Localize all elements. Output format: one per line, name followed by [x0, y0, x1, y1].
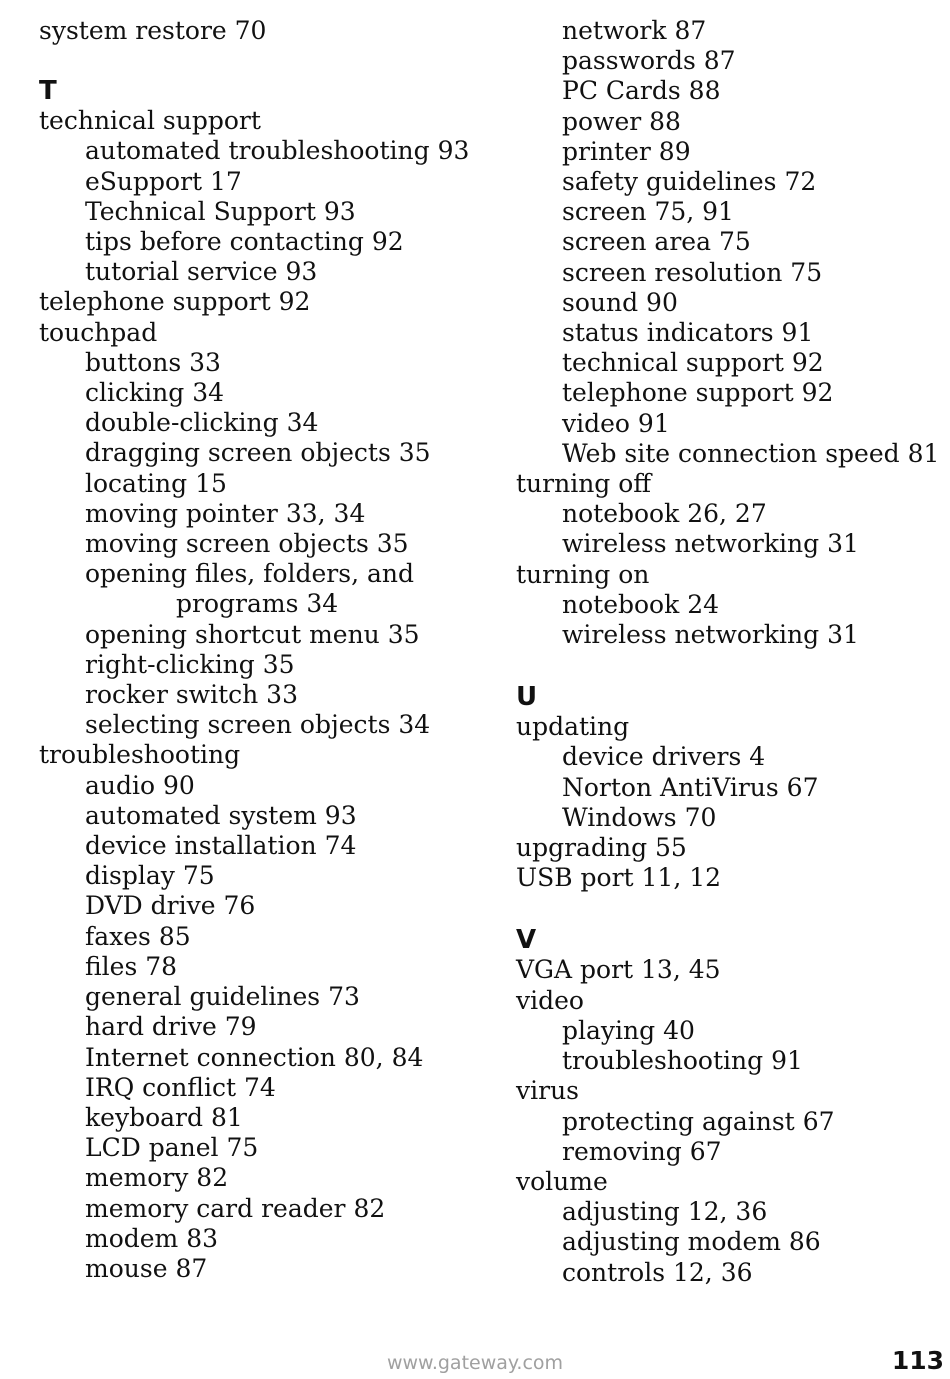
- index-term: modem: [85, 1223, 179, 1253]
- index-subentry: [516, 167, 946, 197]
- index-subentry: [39, 650, 479, 680]
- index-page-ref: 31: [827, 529, 859, 559]
- index-entry: [39, 16, 479, 46]
- index-term: screen: [562, 197, 647, 227]
- index-page-ref: 72: [784, 167, 817, 197]
- index-subentry: [516, 439, 946, 469]
- index-page-ref: 34: [306, 589, 339, 619]
- index-entry: [516, 1076, 946, 1106]
- index-page-ref: 34: [398, 710, 431, 740]
- index-subentry: [39, 771, 479, 801]
- index-term: safety guidelines: [562, 167, 777, 197]
- index-subentry: [516, 1197, 946, 1227]
- index-term: automated troubleshooting: [85, 136, 430, 166]
- index-subentry: [39, 952, 479, 982]
- index-page-ref: 93: [437, 136, 470, 166]
- index-page-ref: 82: [353, 1193, 386, 1223]
- index-page-ref: 33, 34: [285, 498, 366, 528]
- index-page-ref: 4: [749, 742, 766, 772]
- index-page-ref: 67: [802, 1106, 835, 1136]
- index-page-ref: 87: [674, 16, 707, 45]
- index-subentry: [39, 1224, 479, 1254]
- index-page-ref: 76: [223, 891, 256, 921]
- index-page-ref: 15: [195, 468, 227, 498]
- index-subentry: [39, 589, 479, 619]
- index-term: device installation: [85, 831, 317, 861]
- index-term: files: [85, 951, 138, 981]
- index-page-ref: 34: [286, 408, 319, 438]
- index-subentry: [39, 438, 479, 468]
- index-subentry: [516, 529, 946, 559]
- index-term: adjusting modem: [562, 1227, 781, 1257]
- index-term: rocker switch: [85, 680, 259, 710]
- index-subentry: [516, 409, 946, 439]
- index-subentry: [39, 710, 479, 740]
- index-term: volume: [516, 1166, 608, 1196]
- index-page-ref: 92: [278, 287, 311, 317]
- index-term: Internet connection: [85, 1042, 336, 1072]
- index-subentry: [39, 680, 479, 710]
- index-term: VGA port: [516, 955, 634, 985]
- index-subentry: [39, 831, 479, 861]
- index-entry: [516, 469, 946, 499]
- index-term: moving pointer: [85, 498, 278, 528]
- index-subentry: [516, 1258, 946, 1288]
- index-page-ref: 90: [646, 287, 678, 317]
- index-subentry: [516, 348, 946, 378]
- index-subentry: [516, 742, 946, 772]
- index-page-ref: 17: [210, 166, 242, 196]
- index-term: power: [562, 106, 642, 136]
- index-page-ref: 91: [781, 318, 814, 348]
- index-page-ref: 35: [376, 529, 409, 559]
- index-page-ref: 70: [234, 16, 267, 45]
- index-subentry: [39, 378, 479, 408]
- index-page-ref: 12, 36: [687, 1197, 768, 1227]
- index-term: keyboard: [85, 1102, 203, 1132]
- index-subentry: [516, 46, 946, 76]
- index-term: display: [85, 861, 175, 891]
- index-subentry: [516, 1046, 946, 1076]
- index-subentry: [39, 1133, 479, 1163]
- index-page-ref: 90: [163, 770, 195, 800]
- index-term: Technical Support: [85, 196, 316, 226]
- index-term: troubleshooting: [562, 1046, 764, 1076]
- index-term: printer: [562, 136, 651, 166]
- index-term: right-clicking: [85, 649, 255, 679]
- index-term: system restore: [39, 16, 227, 45]
- index-page-ref: 87: [703, 46, 736, 76]
- index-subentry: [516, 1137, 946, 1167]
- index-subentry: [516, 288, 946, 318]
- index-page-ref: 74: [243, 1072, 276, 1102]
- index-subentry: [516, 137, 946, 167]
- index-term: DVD drive: [85, 891, 216, 921]
- index-subentry: [39, 197, 479, 227]
- index-subentry: [39, 891, 479, 921]
- index-term: troubleshooting: [39, 740, 241, 770]
- index-term: video: [516, 985, 584, 1015]
- index-subentry: [39, 620, 479, 650]
- index-page-ref: 81: [907, 438, 940, 468]
- index-term: double-clicking: [85, 408, 279, 438]
- index-term: memory: [85, 1163, 189, 1193]
- index-page-ref: 75: [718, 227, 751, 257]
- index-page-ref: 35: [387, 619, 420, 649]
- index-subentry: [516, 803, 946, 833]
- index-page-ref: 34: [192, 378, 225, 408]
- index-page-ref: 91: [771, 1046, 803, 1076]
- index-term: screen area: [562, 227, 711, 257]
- index-page-ref: 75: [790, 257, 823, 287]
- index-page-ref: 75, 91: [654, 197, 734, 227]
- index-term: audio: [85, 770, 156, 800]
- index-page-ref: 85: [158, 921, 191, 951]
- index-subentry: [39, 922, 479, 952]
- index-term: device drivers: [562, 742, 742, 772]
- index-page-ref: 92: [801, 378, 834, 408]
- index-page-ref: 11, 12: [641, 863, 722, 893]
- index-page-ref: 88: [688, 76, 721, 106]
- index-term: locating: [85, 468, 188, 498]
- index-term: upgrading: [516, 833, 648, 863]
- index-term: LCD panel: [85, 1133, 219, 1163]
- index-page-ref: 67: [689, 1136, 722, 1166]
- index-subentry: [39, 469, 479, 499]
- index-entry: [516, 712, 946, 742]
- index-term: Web site connection speed: [562, 438, 900, 468]
- index-page-ref: 82: [196, 1163, 229, 1193]
- index-subentry: [516, 773, 946, 803]
- index-entry: [39, 287, 479, 317]
- index-term: turning off: [516, 469, 652, 499]
- page-number: 113: [891, 1346, 944, 1375]
- index-page-ref: 40: [663, 1015, 695, 1045]
- index-letter-heading: T: [39, 76, 57, 107]
- index-subentry: [39, 529, 479, 559]
- index-term: updating: [516, 712, 630, 742]
- index-page-ref: 81: [210, 1102, 243, 1132]
- index-entry: [516, 986, 946, 1016]
- index-term: PC Cards: [562, 76, 681, 106]
- index-entry: [516, 955, 946, 985]
- index-term: selecting screen objects: [85, 710, 391, 740]
- index-page-ref: 33: [189, 347, 221, 377]
- index-term: dragging screen objects: [85, 438, 391, 468]
- index-page-ref: 73: [328, 982, 360, 1012]
- index-term: opening files, folders, and: [85, 559, 414, 589]
- index-subentry: [39, 1103, 479, 1133]
- index-term: touchpad: [39, 317, 158, 347]
- index-letter-heading: U: [516, 682, 538, 713]
- index-subentry: [39, 559, 479, 589]
- index-term: passwords: [562, 46, 696, 76]
- index-subentry: [39, 136, 479, 166]
- index-subentry: [39, 861, 479, 891]
- index-term: notebook: [562, 499, 680, 529]
- index-entry: [39, 318, 479, 348]
- index-term: wireless networking: [562, 529, 820, 559]
- index-page-ref: 35: [262, 649, 295, 679]
- index-page-ref: 75: [226, 1133, 259, 1163]
- index-subentry: [39, 227, 479, 257]
- index-letter-heading: V: [516, 925, 537, 956]
- index-term: clicking: [85, 378, 185, 408]
- index-entry: [39, 740, 479, 770]
- index-term: eSupport: [85, 166, 203, 196]
- footer-url: www.gateway.com: [386, 1352, 564, 1374]
- index-page-ref: 80, 84: [343, 1042, 424, 1072]
- index-entry: [39, 106, 479, 136]
- index-subentry: [39, 1254, 479, 1284]
- index-term: memory card reader: [85, 1193, 346, 1223]
- index-page-ref: 74: [324, 831, 357, 861]
- index-subentry: [516, 76, 946, 106]
- index-subentry: [516, 378, 946, 408]
- index-page-ref: 91: [637, 408, 670, 438]
- index-subentry: [39, 167, 479, 197]
- index-term: controls: [562, 1257, 666, 1287]
- index-page-ref: 79: [224, 1012, 257, 1042]
- index-subentry: [516, 227, 946, 257]
- index-term: telephone support: [562, 378, 794, 408]
- index-term: virus: [516, 1076, 580, 1106]
- index-term: general guidelines: [85, 982, 321, 1012]
- index-subentry: [516, 16, 946, 46]
- index-term: video: [562, 408, 630, 438]
- index-term: turning on: [516, 559, 650, 589]
- index-column-right: [516, 16, 946, 1288]
- index-term: tutorial service: [85, 257, 278, 287]
- index-term: opening shortcut menu: [85, 619, 380, 649]
- index-page-ref: 70: [684, 802, 717, 832]
- index-page-ref: 93: [324, 800, 357, 830]
- index-subentry: [516, 1107, 946, 1137]
- index-term: programs: [176, 589, 299, 619]
- index-page-ref: 67: [786, 772, 819, 802]
- index-term: removing: [562, 1136, 682, 1166]
- index-term: mouse: [85, 1253, 168, 1283]
- index-subentry: [39, 257, 479, 287]
- index-page-ref: 12, 36: [672, 1257, 753, 1287]
- index-term: sound: [562, 287, 639, 317]
- index-page-ref: 78: [145, 951, 178, 981]
- index-page-ref: 55: [655, 833, 687, 863]
- index-subentry: [39, 408, 479, 438]
- index-subentry: [39, 1012, 479, 1042]
- index-page-ref: 35: [398, 438, 431, 468]
- index-subentry: [39, 348, 479, 378]
- index-subentry: [516, 499, 946, 529]
- index-subentry: [39, 1163, 479, 1193]
- index-entry: [516, 863, 946, 893]
- index-term: wireless networking: [562, 620, 820, 650]
- index-term: tips before contacting: [85, 227, 364, 257]
- index-page-ref: 86: [788, 1227, 821, 1257]
- index-subentry: [516, 590, 946, 620]
- index-term: playing: [562, 1015, 656, 1045]
- index-term: faxes: [85, 921, 151, 951]
- index-subentry: [516, 107, 946, 137]
- index-term: moving screen objects: [85, 529, 369, 559]
- index-page-ref: 93: [285, 257, 318, 287]
- index-subentry: [39, 1073, 479, 1103]
- index-page-ref: 75: [182, 861, 215, 891]
- index-term: Windows: [562, 802, 677, 832]
- index-page-ref: 92: [371, 227, 404, 257]
- index-page-ref: 88: [649, 106, 681, 136]
- index-subentry: [39, 499, 479, 529]
- index-subentry: [39, 801, 479, 831]
- index-term: technical support: [562, 348, 784, 378]
- index-subentry: [516, 620, 946, 650]
- index-term: telephone support: [39, 287, 271, 317]
- index-entry: [516, 560, 946, 590]
- index-term: Norton AntiVirus: [562, 772, 779, 802]
- index-subentry: [516, 258, 946, 288]
- index-term: automated system: [85, 800, 317, 830]
- index-page-ref: 26, 27: [687, 499, 767, 529]
- index-page-ref: 93: [323, 196, 356, 226]
- index-term: technical support: [39, 106, 261, 136]
- index-page-ref: 31: [827, 620, 859, 650]
- index-column-left: [39, 16, 479, 1284]
- index-page-ref: 24: [687, 589, 720, 619]
- index-subentry: [39, 982, 479, 1012]
- index-term: buttons: [85, 347, 182, 377]
- index-term: USB port: [516, 863, 634, 893]
- index-term: network: [562, 16, 667, 45]
- index-term: hard drive: [85, 1012, 217, 1042]
- index-page-ref: 13, 45: [641, 955, 721, 985]
- index-term: IRQ conflict: [85, 1072, 237, 1102]
- index-subentry: [516, 197, 946, 227]
- index-subentry: [516, 1016, 946, 1046]
- index-term: adjusting: [562, 1197, 680, 1227]
- index-page-ref: 92: [791, 348, 824, 378]
- index-entry: [516, 1167, 946, 1197]
- index-subentry: [39, 1194, 479, 1224]
- index-entry: [516, 833, 946, 863]
- index-page-ref: 89: [658, 136, 691, 166]
- index-page-ref: 83: [186, 1223, 219, 1253]
- index-term: notebook: [562, 589, 680, 619]
- index-term: screen resolution: [562, 257, 783, 287]
- index-subentry: [39, 1043, 479, 1073]
- index-term: protecting against: [562, 1106, 795, 1136]
- index-page-ref: 33: [266, 680, 298, 710]
- index-term: status indicators: [562, 318, 774, 348]
- index-subentry: [516, 318, 946, 348]
- index-page-ref: 87: [175, 1253, 208, 1283]
- index-subentry: [516, 1227, 946, 1257]
